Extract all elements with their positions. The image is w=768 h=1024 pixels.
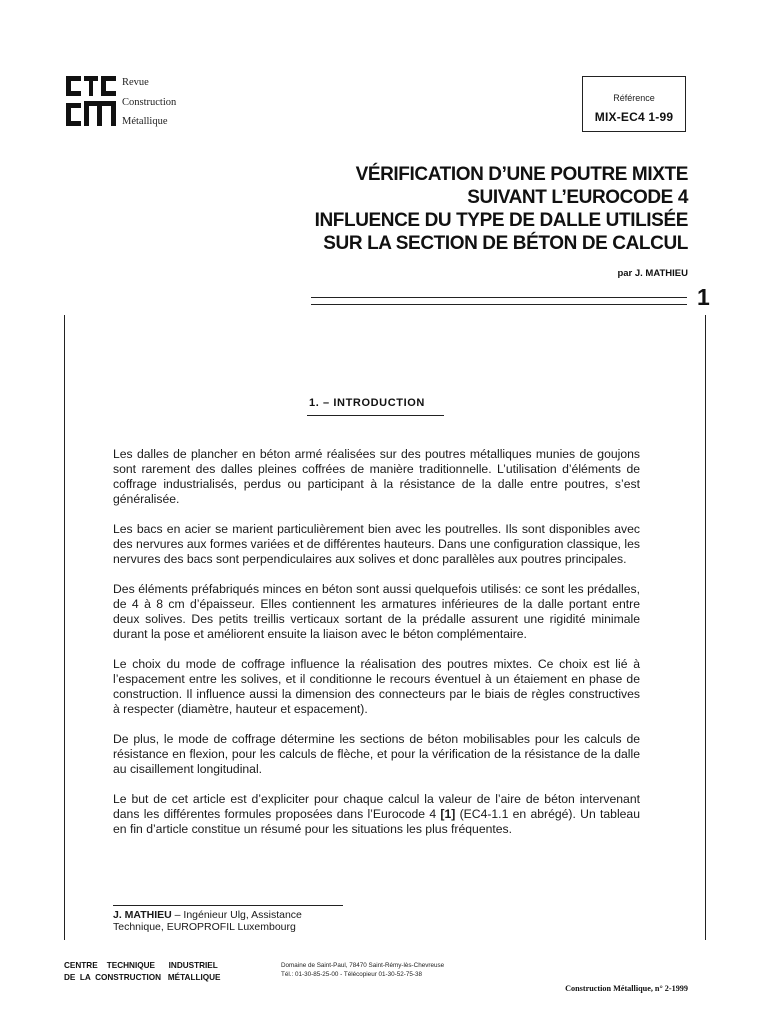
frame-left-line: [64, 315, 65, 940]
footer-org-line-2: DE LA CONSTRUCTION MÉTALLIQUE: [64, 972, 221, 982]
page-number: 1: [697, 284, 710, 310]
title-line-1: VÉRIFICATION D’UNE POUTRE MIXTE: [355, 164, 688, 185]
paragraph-text: (EC4-1.1 en abrégé). Un tableau en fin d’article constitue un résumé pour les situations les plus fréquentes.: [113, 807, 640, 836]
paragraph-last: [113, 792, 640, 837]
title-rule-bottom: [311, 304, 687, 305]
footnote-role: – Ingénieur Ulg, Assistance: [171, 909, 302, 921]
title-line-2: SUIVANT L’EUROCODE 4: [467, 187, 688, 208]
footnote-author-name: J. MATHIEU: [113, 909, 172, 921]
paragraph: Les bacs en acier se marient particulièrement bien avec les poutrelles. Ils sont disponibles avec des nervures aux formes variées et de différentes hauteurs. Dans une configuration classique, les nervures des bacs sont perpendiculaires aux solives et donc parallèles aux poutres principales.: [113, 522, 640, 566]
footer-address-line-2: Tél.: 01-30-85-25-00 - Télécopieur 01-30-52-75-38: [281, 970, 422, 978]
journal-name-line-1: Revue: [122, 77, 149, 88]
cticm-logo-mark: [66, 76, 116, 126]
paragraph-text: Le but de cet article est d’expliciter pour chaque calcul la valeur de l’aire de béton intervenant dans les différentes formules proposées dans l’Eurocode 4: [113, 792, 640, 821]
journal-name-line-3: Métallique: [122, 116, 168, 127]
footnote-line-2: Technique, EUROPROFIL Luxembourg: [113, 921, 296, 933]
footer-organization: [64, 960, 220, 983]
paragraph: Des éléments préfabriqués minces en béton sont aussi quelquefois utilisés: ce sont les prédalles, de 4 à 8 cm d’épaisseur. Elles contiennent les armatures inférieures de la dalle portant entre deux solives. Des petits treillis verticaux sortant de la prédalle assurent une rigidité minimale durant la pose et améliorent ensuite la liaison avec le béton complémentaire.: [113, 582, 640, 641]
frame-right-line: [705, 315, 706, 940]
footnote-line-1: [113, 909, 302, 921]
article-author: par J. MATHIEU: [617, 268, 688, 279]
paragraph: De plus, le mode de coffrage détermine les sections de béton mobilisables pour les calculs de résistance en flexion, pour les calculs de flèche, et pour la vérification de la résistance de la dalle au cisaillement longitudinal.: [113, 732, 640, 776]
title-line-4: SUR LA SECTION DE BÉTON DE CALCUL: [323, 233, 688, 254]
footer-journal-issue: Construction Métallique, n° 2-1999: [565, 984, 688, 993]
journal-name: [122, 73, 176, 132]
section-heading: 1. – INTRODUCTION: [309, 397, 425, 409]
section-heading-underline: [307, 415, 444, 416]
cticm-logo: [66, 76, 116, 126]
article-body: [113, 447, 640, 852]
footer-org-line-1: CENTRE TECHNIQUE INDUSTRIEL: [64, 961, 218, 970]
reference-box: [582, 76, 686, 132]
citation-ref: [1]: [440, 807, 456, 821]
article-title: [315, 163, 688, 255]
journal-name-line-2: Construction: [122, 96, 177, 108]
title-line-3: INFLUENCE DU TYPE DE DALLE UTILISÉE: [314, 210, 688, 231]
author-footnote: [113, 909, 302, 933]
footer-address: [281, 962, 444, 979]
paragraph: Le choix du mode de coffrage influence la réalisation des poutres mixtes. Ce choix est lié à l’espacement entre les solives, et il conditionne le recours éventuel à un étaiement en phase de construction. Il influence aussi la dimension des connecteurs par le biais de règles constructives à respecter (diamètre, hauteur et espacement).: [113, 657, 640, 716]
footnote-rule: [113, 905, 343, 906]
reference-code: MIX-EC4 1-99: [594, 110, 674, 124]
paragraph: Les dalles de plancher en béton armé réalisées sur des poutres métalliques munies de goujons sont rarement des dalles pleines coffrées de manière traditionnelle. L’utilisation d’éléments de coffrage industrialisés, perdus ou participant à la résistance de la dalle entre poutres, s’est généralisée.: [113, 447, 640, 506]
reference-label: Référence: [613, 93, 655, 103]
footer-address-line-1: Domaine de Saint-Paul, 78470 Saint-Rémy-lès-Chevreuse: [281, 962, 445, 969]
title-rule-top: [311, 297, 687, 298]
